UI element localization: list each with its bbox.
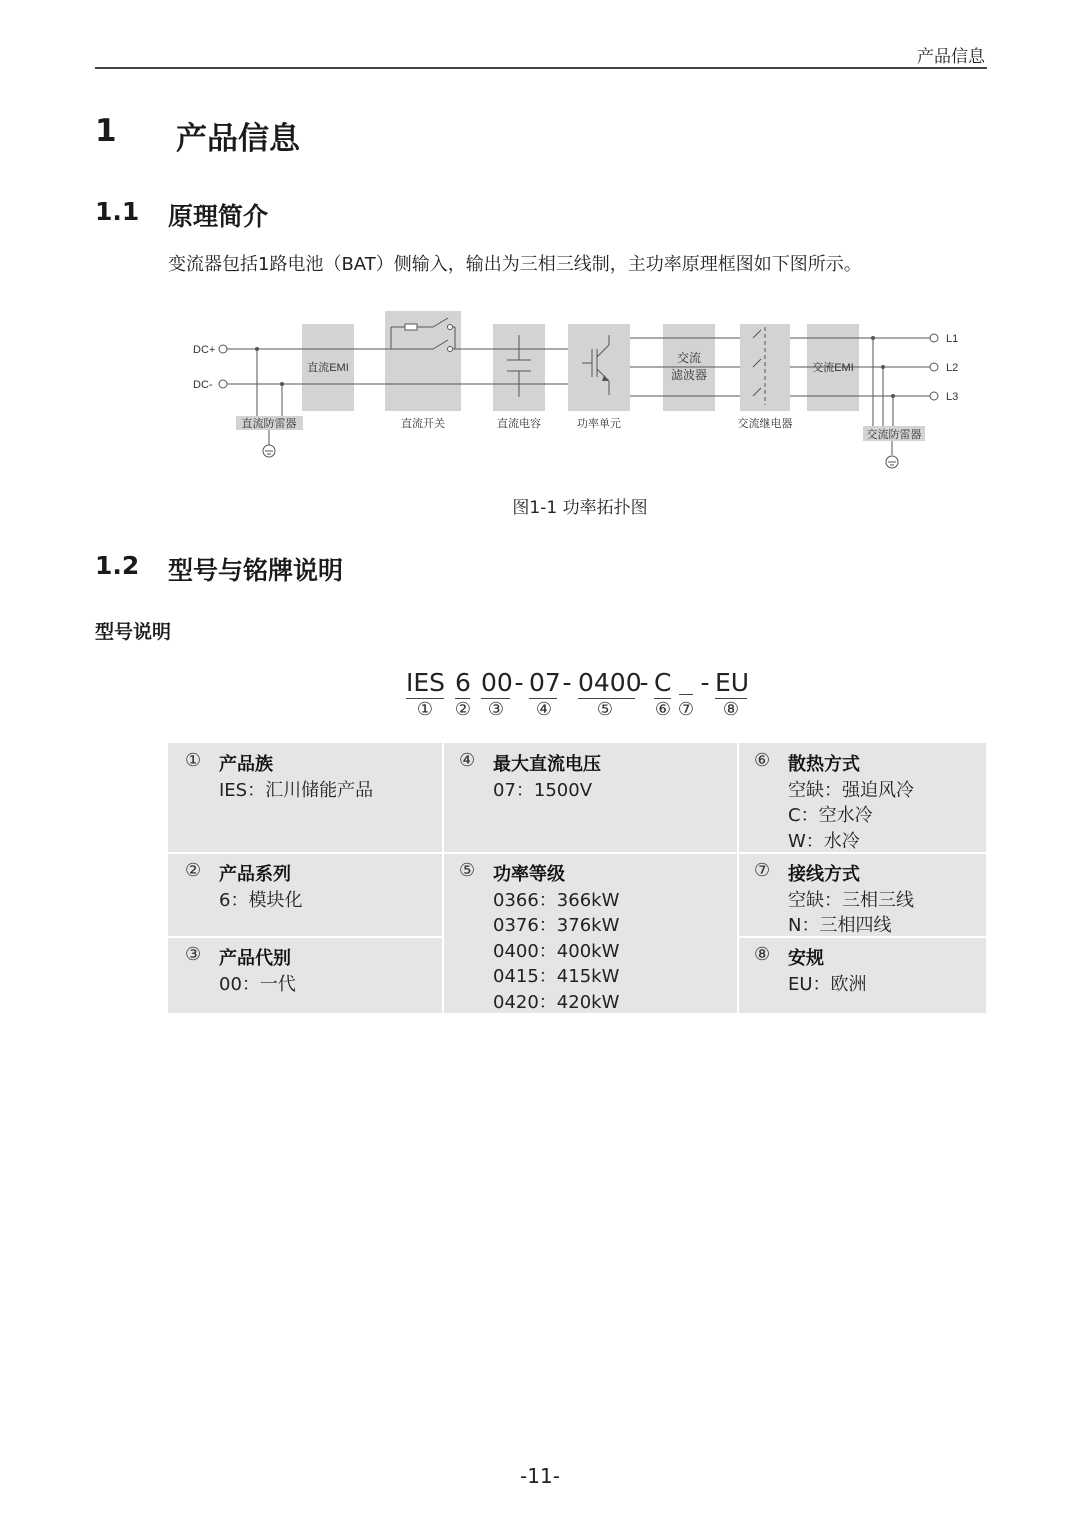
intro-paragraph: 变流器包括1路电池（BAT）侧输入，输出为三相三线制，主功率原理框图如下图所示。 <box>168 254 862 275</box>
cell-max-dc-voltage <box>459 747 729 847</box>
model-seg-ies: IES <box>406 668 446 697</box>
model-num-4: ④ <box>535 699 553 720</box>
section-1-2-number: 1.2 <box>95 551 140 580</box>
model-num-3: ③ <box>487 699 505 720</box>
cell-line: 0400：400kW <box>493 941 620 962</box>
l2-terminal <box>930 363 938 371</box>
cell-line: EU：欧洲 <box>788 974 867 995</box>
cell-line: 00：一代 <box>219 974 296 995</box>
section-1-1-title: 原理简介 <box>168 202 269 231</box>
figure-caption: 图1-1 功率拓扑图 <box>512 498 648 518</box>
table-divider <box>168 936 442 938</box>
model-num-6: ⑥ <box>654 699 672 720</box>
cell-product-family <box>185 747 435 847</box>
model-num-7: ⑦ <box>677 699 695 720</box>
cell-number: ③ <box>185 944 202 965</box>
dc-spd-label: 直流防雷器 <box>241 418 297 430</box>
cell-product-series <box>185 857 435 932</box>
chapter-title: 产品信息 <box>176 121 300 157</box>
table-divider <box>168 852 442 854</box>
cell-number: ② <box>185 860 202 881</box>
model-sep: - <box>700 668 710 697</box>
cell-cooling-method <box>754 747 979 852</box>
model-seg-region: EU <box>715 668 750 697</box>
l3-terminal <box>930 392 938 400</box>
l2-label: L2 <box>946 362 959 374</box>
model-num-5: ⑤ <box>596 699 614 720</box>
cell-title: 产品族 <box>219 754 273 775</box>
cell-number: ⑤ <box>459 860 476 881</box>
cell-number: ⑦ <box>754 860 771 881</box>
cell-line: 空缺：三相三线 <box>788 890 914 911</box>
cell-title: 产品代别 <box>219 948 291 969</box>
model-code-numbers <box>0 699 1080 723</box>
model-num-2: ② <box>454 699 472 720</box>
table-divider <box>442 852 737 854</box>
chapter-number: 1 <box>95 113 117 149</box>
cell-line: C：空水冷 <box>788 805 873 826</box>
cell-title: 最大直流电压 <box>493 754 601 775</box>
cell-number: ⑧ <box>754 944 771 965</box>
ac-emi-label: 交流EMI <box>812 362 854 374</box>
cell-line: 0366：366kW <box>493 890 620 911</box>
dc-switch-label: 直流开关 <box>401 418 445 430</box>
dc-minus-terminal <box>219 380 227 388</box>
model-num-8: ⑧ <box>722 699 740 720</box>
running-header: 产品信息 <box>917 47 985 67</box>
model-seg-wiring-blank <box>679 668 693 695</box>
page-number: -11- <box>520 1464 560 1488</box>
model-seg-cooling: C <box>654 668 672 697</box>
header-rule <box>95 67 987 69</box>
cell-line: 6：模块化 <box>219 890 303 911</box>
cell-line: 0420：420kW <box>493 992 620 1013</box>
l3-label: L3 <box>946 391 959 403</box>
cell-title: 接线方式 <box>788 864 860 885</box>
cell-power-rating <box>459 857 729 1012</box>
cell-safety-regulation <box>754 941 979 1011</box>
power-unit-block <box>568 324 630 411</box>
ac-filter-label-line2: 滤波器 <box>670 368 708 382</box>
dc-minus-label: DC- <box>193 379 213 391</box>
cell-line: 0415：415kW <box>493 966 620 987</box>
cell-title: 散热方式 <box>788 754 860 775</box>
l1-label: L1 <box>946 333 959 345</box>
table-divider <box>737 743 739 1013</box>
model-sep: - <box>514 668 524 697</box>
cell-line: 空缺：强迫风冷 <box>788 780 914 801</box>
section-1-1-number: 1.1 <box>95 197 140 226</box>
cell-title: 安规 <box>788 948 824 969</box>
ac-filter-label-line1: 交流 <box>676 351 702 365</box>
cell-line: N：三相四线 <box>788 915 892 936</box>
cell-wiring-method <box>754 857 979 936</box>
model-seg-generation: 00 <box>481 668 513 697</box>
cell-line: W：水冷 <box>788 831 860 852</box>
table-divider <box>442 743 444 1013</box>
section-1-2-title: 型号与铭牌说明 <box>168 556 344 585</box>
cell-line: 07：1500V <box>493 780 593 801</box>
power-topology-diagram <box>185 305 975 485</box>
cell-number: ⑥ <box>754 750 771 771</box>
cell-number: ④ <box>459 750 476 771</box>
ac-relay-label: 交流继电器 <box>737 418 793 430</box>
dc-plus-terminal <box>219 345 227 353</box>
cell-product-generation <box>185 941 435 1011</box>
model-sep: - <box>639 668 649 697</box>
cell-line: 0376：376kW <box>493 915 620 936</box>
l1-terminal <box>930 334 938 342</box>
cell-number: ① <box>185 750 202 771</box>
model-num-1: ① <box>416 699 434 720</box>
power-unit-label: 功率单元 <box>577 418 621 430</box>
model-seg-power: 0400 <box>578 668 642 697</box>
model-code <box>0 668 1080 698</box>
cell-title: 产品系列 <box>219 864 291 885</box>
model-description-heading: 型号说明 <box>95 621 172 643</box>
table-divider <box>737 852 986 854</box>
model-description-table <box>168 743 986 1013</box>
cell-line: IES：汇川储能产品 <box>219 780 374 801</box>
dc-plus-label: DC+ <box>193 344 216 356</box>
model-seg-voltage: 07 <box>529 668 561 697</box>
cell-title: 功率等级 <box>493 864 565 885</box>
model-sep: - <box>562 668 572 697</box>
dc-emi-label: 直流EMI <box>307 362 349 374</box>
dc-capacitor-label: 直流电容 <box>497 418 541 430</box>
ac-spd-label: 交流防雷器 <box>866 429 922 441</box>
model-seg-series: 6 <box>455 668 471 697</box>
